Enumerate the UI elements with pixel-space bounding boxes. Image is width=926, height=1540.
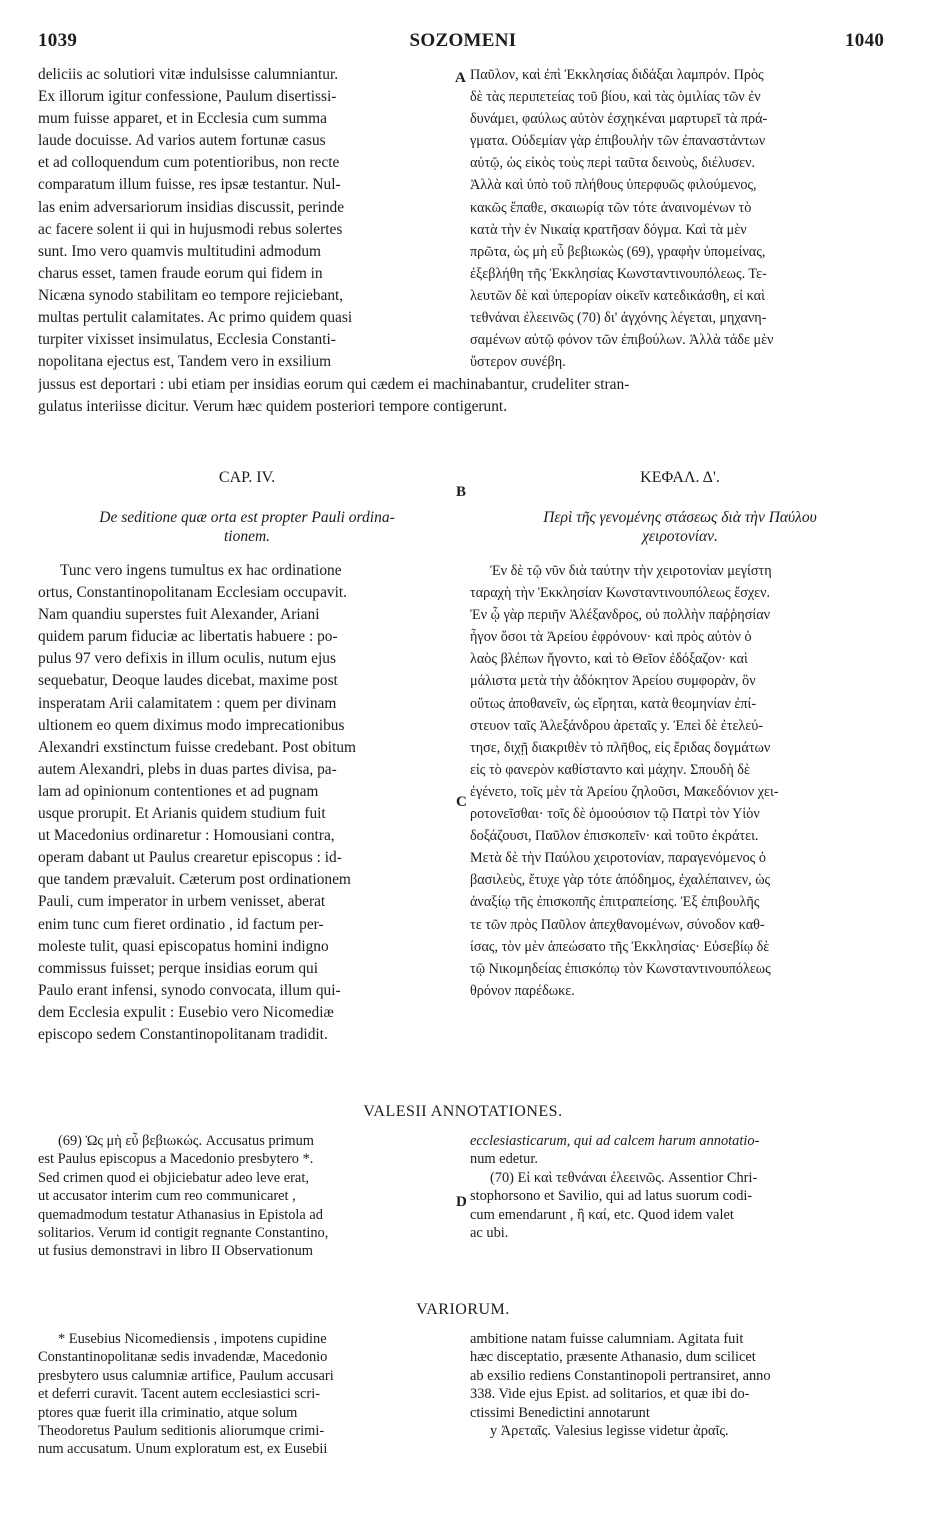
greek-column-top <box>470 64 890 373</box>
note-line: presbytero usus calumniæ artifice, Paulum accusari <box>38 1367 334 1384</box>
text-line: ac facere solent ii qui in hujusmodi rebus solertes <box>38 220 343 238</box>
text-line: pulus 97 vero defixis in illum oculis, nutum ejus <box>38 650 336 668</box>
text-line: deliciis ac solutiori vitæ indulsisse calumniantur. <box>38 66 339 83</box>
text-line: comparatum illum fuisse, res ipsæ testantur. Nul- <box>38 176 341 194</box>
variorum-right <box>470 1330 890 1440</box>
text-line: commissus fuisset; perque insidias eorum qui <box>38 959 318 977</box>
text-line: δὲ τὰς περιπετείας τοῦ βίου, καὶ τὰς ὁμιλίας τῶν ἐν <box>470 89 761 106</box>
margin-letter-a: A <box>455 70 466 86</box>
text-line: laude docuisse. Ad varios autem fortunæ casus <box>38 132 326 150</box>
subtitle-line: De seditione quæ orta est propter Pauli ordina- <box>99 509 395 526</box>
note-line: stophorsono et Savilio, qui ad latus suorum codi- <box>470 1188 753 1205</box>
text-line: ἀναξίῳ τῆς ἐπισκοπῆς ἐπιτραπείσης. Ἐξ ἐπιβουλῆς <box>470 894 760 911</box>
text-line: εἰς τὸ φανερὸν καθίσταντο καὶ μάχην. Σπουδὴ δὲ <box>470 761 750 778</box>
note-line: quemadmodum testatur Athanasius in Epistola ad <box>38 1206 323 1223</box>
note-line: num accusatum. Unum exploratum est, ex Eusebii <box>38 1441 328 1458</box>
chapter-subtitle-greek <box>470 508 890 546</box>
text-line: Ἐν δὲ τῷ νῦν διὰ ταύτην τὴν χειροτονίαν μεγίστη <box>490 563 772 579</box>
text-line: sequebatur, Deoque laudes dicebat, maxime post <box>38 672 338 690</box>
text-line: Tunc vero ingens tumultus ex hac ordinatione <box>60 562 342 579</box>
subtitle-line: Περὶ τῆς γενομένης στάσεως διὰ τὴν Παύλου <box>543 509 817 526</box>
text-line: mum fuisse apparet, et in Ecclesia cum summa <box>38 110 327 128</box>
text-line: δοξάζουσι, Παῦλον ἐπισκοπεῖν· καὶ τοῦτο ἐκράτει. <box>470 828 759 845</box>
latin-column-top <box>38 64 456 373</box>
text-line: Ex illorum igitur confessione, Paulum disertissi- <box>38 88 337 106</box>
text-line: σαμένων αὐτῷ φόνον τῶν ἐπιβούλων. Ἀλλὰ τάδε μὲν <box>470 332 774 349</box>
text-line: usque prorupit. Et Arianis quidem studium fuit <box>38 805 326 823</box>
annotations-right <box>470 1132 890 1242</box>
text-line: jussus est deportari : ubi etiam per insidias eorum qui cædem ei machinabantur, crudeliter stran- <box>38 376 630 393</box>
annotations-left <box>38 1132 456 1261</box>
text-line: πρῶτα, ὡς μὴ εὖ βεβιωκὼς (69), γραφὴν ὑπομείνας, <box>470 243 766 260</box>
page-number-left: 1039 <box>38 30 78 51</box>
note-line: ut fusius demonstravi in libro II Observationum <box>38 1243 313 1260</box>
text-line: Paulo erant infensi, synodo convocata, illum qui- <box>38 981 341 999</box>
note-line: cum emendarunt , ἢ καί, etc. Quod idem valet <box>470 1206 734 1223</box>
note-line: ptores quæ fuerit illa criminatio, atque solum <box>38 1404 298 1421</box>
text-line: dem Ecclesia expulit : Eusebio vero Nicomediæ <box>38 1003 334 1021</box>
text-line: autem Alexandri, plebs in duas partes divisa, pa- <box>38 760 337 778</box>
note-line: ac ubi. <box>470 1225 509 1242</box>
text-line: Ἐν ᾧ γὰρ περιῆν Ἀλέξανδρος, οὐ πολλὴν παῤῥησίαν <box>470 607 771 624</box>
note-line: y Ἀρεταῖς. Valesius legisse videtur ἀραῖς. <box>490 1423 729 1440</box>
text-line: nopolitana ejectus est, Tandem vero in exsilium <box>38 353 332 371</box>
text-line: μάλιστα μετὰ τὴν ἀδόκητον Ἀρείου συμφορὰν, ὃν <box>470 673 756 690</box>
note-line: Constantinopolitanæ sedis invadendæ, Macedonio <box>38 1349 328 1366</box>
text-line: gulatus interiisse dicitur. Verum hæc quidem posteriori tempore contigerunt. <box>38 398 508 415</box>
note-line: Theodoretus Paulum seditionis aliorumque crimi- <box>38 1423 325 1440</box>
subtitle-line: tionem. <box>223 528 271 545</box>
text-line: ταραχὴ τὴν Ἐκκλησίαν Κωνσταντινουπόλεως ἔσχεν. <box>470 585 771 602</box>
note-line: ambitione natam fuisse calumniam. Agitata fuit <box>470 1331 744 1347</box>
note-line: ut accusator interim cum reo communicaret , <box>38 1188 296 1205</box>
note-line: ab exsilio rediens Constantinopoli pertransiret, anno <box>470 1367 771 1384</box>
text-line: ἐγένετο, τοῖς μὲν τὰ Ἀρείου ζηλοῦσι, Μακεδόνιον χει- <box>470 783 779 800</box>
note-line: solitarios. Verum id contigit regnante Constantino, <box>38 1225 329 1242</box>
text-line: ὕστερον συνέβη. <box>470 354 566 371</box>
text-line: insperatam Arii calamitatem : quem per divinam <box>38 694 337 712</box>
text-line: turpiter vixisset insimulatus, Ecclesia Constanti- <box>38 331 336 349</box>
note-line: hæc disceptatio, præsente Athanasio, dum scilicet <box>470 1349 756 1366</box>
note-line: ecclesiasticarum, qui ad calcem harum annotatio- <box>470 1133 760 1149</box>
annotations-heading: VALESII ANNOTATIONES. <box>363 1103 563 1120</box>
text-line: ροτονεῖσθαι· τοῖς δὲ ὁμοούσιον τῷ Πατρὶ τὸν Υἱὸν <box>470 806 760 823</box>
text-line: ultionem eo quem diximus modo imprecationibus <box>38 716 345 734</box>
greek-column-chapter <box>470 560 890 1002</box>
text-line: στευον ταῖς Ἀλεξάνδρου ἀρεταῖς y. Ἐπεὶ δὲ ἐτελεύ- <box>470 717 764 734</box>
text-line: λαὸς βλέπων ἤγοντο, καὶ τὸ Θεῖον ἐδόξαζον· καὶ <box>470 651 748 668</box>
note-line: (69) Ὡς μὴ εὖ βεβιωκώς. Accusatus primum <box>58 1133 314 1149</box>
text-line: charus esset, tamen fraude eorum qui fidem in <box>38 264 323 282</box>
text-line: τῷ Νικομηδείας ἐπισκόπῳ τὸν Κωνσταντινουπόλεως <box>470 960 771 977</box>
latin-column-chapter <box>38 560 456 1046</box>
text-line: Nicæna synodo stabilitam eo tempore rejiciebant, <box>38 286 344 304</box>
variorum-left <box>38 1330 456 1459</box>
text-line: δυνάμει, φαύλως αὐτὸν ἐσχηκέναι μαρτυρεῖ τὰ πρά- <box>470 111 768 128</box>
page-number-right: 1040 <box>845 30 885 51</box>
text-line: βασιλεὺς, ἔτυχε γὰρ τότε ἀπόδημος, ἐχαλέπαινεν, ὡς <box>470 872 771 889</box>
note-line: ctissimi Benedictini annotarunt <box>470 1404 650 1421</box>
note-line: est Paulus episcopus a Macedonio presbytero *. <box>38 1151 314 1168</box>
text-line: las enim adversariorum insidias discussit, perinde <box>38 198 345 216</box>
text-line: τησε, διχῇ διακριθὲν τὸ πλῆθος, εἰς ἔριδας δογμάτων <box>470 739 771 756</box>
margin-letter-b: B <box>456 484 467 500</box>
running-title: SOZOMENI <box>409 30 517 51</box>
text-line: que tandem prævaluit. Cæterum post ordinationem <box>38 871 351 889</box>
text-line: Nam quandiu superstes fuit Alexander, Ariani <box>38 606 320 624</box>
note-line: et deferri curavit. Tacent autem ecclesiastici scri- <box>38 1386 320 1403</box>
chapter-subtitle-latin <box>38 508 456 546</box>
note-line: * Eusebius Nicomediensis , impotens cupidine <box>58 1331 327 1347</box>
text-line: ἦγον ὅσοι τὰ Ἀρείου ἐφρόνουν· καὶ πρὸς αὐτὸν ὁ <box>470 629 752 646</box>
text-line: moleste tulit, quasi episcopatus homini indigno <box>38 937 329 955</box>
text-line: θρόνον παρέδωκε. <box>470 982 575 999</box>
text-line: Μετὰ δὲ τὴν Παύλου χειροτονίαν, παραγενόμενος ὁ <box>470 850 766 867</box>
text-line: Παῦλον, καὶ ἐπὶ Ἐκκλησίας διδάξαι λαμπρόν. Πρὸς <box>470 67 764 83</box>
text-line: λευτῶν δὲ καὶ ὑπερορίαν οἰκεῖν κατεδικάσθη, εἰ καὶ <box>470 287 765 304</box>
subtitle-line: χειροτονίαν. <box>642 528 718 545</box>
text-line: quidem parum fiduciæ ac libertatis habuere : po- <box>38 628 338 646</box>
text-line: multas pertulit calamitates. Ac primo quidem quasi <box>38 309 353 327</box>
text-line: ortus, Constantinopolitanam Ecclesiam occupavit. <box>38 584 348 602</box>
text-line: οὕτως ἀποθανεῖν, ὡς εἴρηται, κατὰ θεομηνίαν ἐπί- <box>470 695 757 712</box>
full-width-continuation <box>38 374 898 418</box>
note-line: Sed crimen quod ei objiciebatur adeo leve erat, <box>38 1169 309 1186</box>
text-line: Ἀλλὰ καὶ ὑπὸ τοῦ πλήθους ὑπερφυῶς φιλούμενος, <box>470 177 757 194</box>
note-line: num edetur. <box>470 1151 538 1168</box>
margin-letter-d: D <box>456 1194 467 1210</box>
text-line: Pauli, cum imperator in urbem venisset, aberat <box>38 893 326 911</box>
variorum-heading: VARIORUM. <box>416 1301 510 1318</box>
margin-letter-c: C <box>456 794 467 810</box>
text-line: sunt. Imo vero quamvis multitudini admodum <box>38 242 321 260</box>
text-line: αὐτῷ, ὡς εἰκὸς τοὺς περὶ ταῦτα δεινοὺς, διέλυσεν. <box>470 155 756 172</box>
text-line: episcopo sedem Constantinopolitanam tradidit. <box>38 1025 328 1043</box>
text-line: operam dabant ut Paulus crearetur episcopus : id- <box>38 849 342 867</box>
text-line: τε τῶν πρὸς Παῦλον ἀπεχθανομένων, σύνοδον καθ- <box>470 916 765 933</box>
text-line: ut Macedonius ordinaretur : Homousiani contra, <box>38 827 335 845</box>
text-line: γματα. Οὐδεμίαν γὰρ ἐπιβουλὴν τῶν ἐπαναστάντων <box>470 133 766 150</box>
text-line: et ad colloquendum cum potentioribus, non recte <box>38 154 340 172</box>
chapter-title-latin: CAP. IV. <box>218 469 276 486</box>
chapter-title-greek: ΚΕΦΑΛ. Δ'. <box>640 469 720 486</box>
text-line: ἐξεβλήθη τῆς Ἐκκλησίας Κωνσταντινουπόλεως. Τε- <box>470 265 767 282</box>
text-line: κατὰ τὴν ἐν Νικαίᾳ κρατῆσαν δόγμα. Καὶ τὰ μὲν <box>470 221 747 238</box>
text-line: Alexandri exstinctum fuisse credebant. Post obitum <box>38 738 357 756</box>
note-line: (70) Εἰ καὶ τεθνάναι ἐλεεινῶς. Assentior Chri- <box>490 1169 758 1186</box>
text-line: ίσας, τὸν μὲν ἀπεώσατο τῆς Ἐκκλησίας· Εὐσεβίῳ δὲ <box>470 938 770 955</box>
text-line: κακῶς ἔπαθε, σκαιωρίᾳ τῶν τότε ἀναινομένων τὸ <box>470 199 752 216</box>
note-line: 338. Vide ejus Epist. ad solitarios, et quæ ibi do- <box>470 1386 750 1403</box>
text-line: enim tunc cum fieret ordinatio , id factum per- <box>38 915 324 933</box>
text-line: lam ad opinionum contentiones et ad pugnam <box>38 782 319 800</box>
text-line: τεθνάναι ἐλεεινῶς (70) δι' ἀγχόνης λέγεται, μηχανη- <box>470 310 767 327</box>
